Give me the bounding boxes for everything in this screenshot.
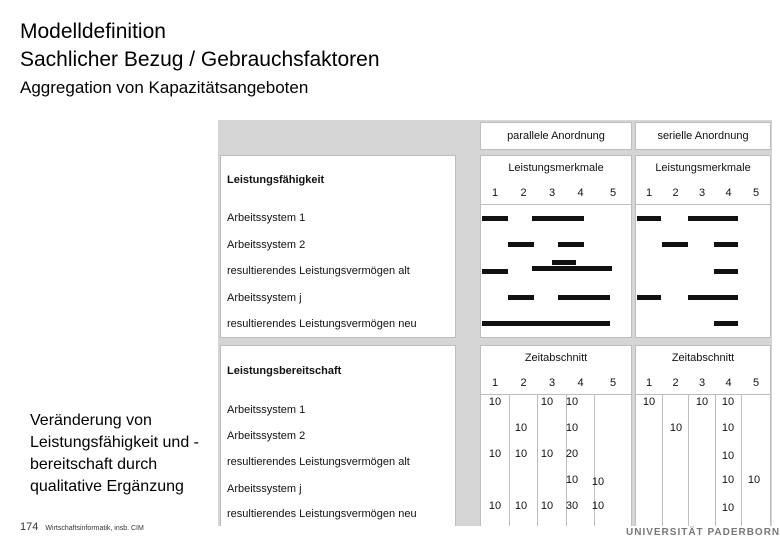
capacity-bar <box>714 269 738 274</box>
slide-subtitle: Aggregation von Kapazitätsangeboten <box>20 78 309 97</box>
row-label: Arbeitssystem 1 <box>222 398 454 421</box>
row-label: resultierendes Leistungsvermögen neu <box>222 312 454 336</box>
value-cell: 10 <box>747 474 761 486</box>
value-cell: 10 <box>642 396 656 408</box>
column-number: 2 <box>510 372 537 393</box>
value-cell: 10 <box>540 448 554 460</box>
slide-title: Modelldefinition <box>20 20 166 43</box>
value-cell: 30 <box>565 500 579 512</box>
header-parallel: parallele Anordnung <box>481 123 631 149</box>
value-cell: 10 <box>488 500 502 512</box>
value-cell: 10 <box>591 500 605 512</box>
column-number: 5 <box>595 182 631 203</box>
value-cell: 10 <box>721 474 735 486</box>
value-cell: 10 <box>565 474 579 486</box>
column-number: 2 <box>663 372 688 393</box>
capacity-bar <box>688 295 738 300</box>
capacity-bar <box>482 269 508 274</box>
capacity-bar <box>482 321 610 326</box>
capacity-bar <box>637 216 661 221</box>
column-number: 1 <box>481 372 509 393</box>
value-cell: 10 <box>514 500 528 512</box>
column-number: 5 <box>595 372 631 393</box>
capacity-bar <box>637 295 661 300</box>
column-number: 5 <box>742 182 770 203</box>
row-label: Arbeitssystem j <box>222 477 454 500</box>
heading-leistungsfaehigkeit: Leistungsfähigkeit <box>222 157 454 203</box>
row-label: Arbeitssystem 2 <box>222 424 454 447</box>
capacity-bar <box>532 216 584 221</box>
footer-text: Wirtschaftsinformatik, insb. CIM <box>45 525 144 532</box>
column-number: 4 <box>567 372 594 393</box>
column-number: 5 <box>742 372 770 393</box>
heading-leistungsbereitschaft: Leistungsbereitschaft <box>222 347 454 395</box>
capacity-bar <box>508 295 534 300</box>
column-number: 4 <box>567 182 594 203</box>
value-cell: 10 <box>540 396 554 408</box>
capacity-bar <box>532 266 612 271</box>
university-logo-text: UNIVERSITÄT PADERBORN <box>626 527 780 538</box>
value-cell: 10 <box>721 396 735 408</box>
row-label: Arbeitssystem 2 <box>222 233 454 256</box>
capacity-bar <box>714 321 738 326</box>
capacity-bar <box>662 242 688 247</box>
row-label: resultierendes Leistungsvermögen neu <box>222 503 454 525</box>
capacity-bar <box>508 242 534 247</box>
capacity-bar <box>558 295 610 300</box>
value-cell: 10 <box>514 422 528 434</box>
value-cell: 10 <box>721 450 735 462</box>
capacity-aggregation-table <box>218 120 772 526</box>
zeit-label: Zeitabschnitt <box>636 346 770 370</box>
value-cell: 10 <box>514 448 528 460</box>
value-cell: 10 <box>488 396 502 408</box>
row-label: Arbeitssystem j <box>222 286 454 309</box>
slide-note: Veränderung von Leistungsfähigkeit und -bereitschaft durch qualitative Ergänzung <box>30 412 199 495</box>
capacity-bar <box>714 242 738 247</box>
column-number: 2 <box>510 182 537 203</box>
slide-title-line-2: Sachlicher Bezug / Gebrauchsfaktoren <box>20 48 380 71</box>
header-serial: serielle Anordnung <box>636 123 770 149</box>
row-label: Arbeitssystem 1 <box>222 206 454 230</box>
merkmale-label: Leistungsmerkmale <box>481 156 631 180</box>
column-number: 3 <box>538 372 566 393</box>
column-number: 1 <box>481 182 509 203</box>
column-number: 3 <box>689 372 715 393</box>
capacity-bar <box>688 216 738 221</box>
column-number: 4 <box>716 182 741 203</box>
value-cell: 10 <box>540 500 554 512</box>
column-number: 2 <box>663 182 688 203</box>
value-cell: 10 <box>721 502 735 514</box>
value-cell: 10 <box>565 396 579 408</box>
capacity-bar <box>482 216 508 221</box>
column-number: 1 <box>636 372 662 393</box>
value-cell: 10 <box>565 422 579 434</box>
value-cell: 10 <box>721 422 735 434</box>
value-cell: 10 <box>488 448 502 460</box>
value-cell: 10 <box>669 422 683 434</box>
value-cell: 10 <box>695 396 709 408</box>
page-number: 174 <box>20 521 39 533</box>
capacity-bar <box>558 242 584 247</box>
column-number: 4 <box>716 372 741 393</box>
merkmale-label: Leistungsmerkmale <box>636 156 770 180</box>
column-number: 3 <box>538 182 566 203</box>
value-cell: 10 <box>591 476 605 488</box>
slide-footer <box>20 521 144 533</box>
zeit-label: Zeitabschnitt <box>481 346 631 370</box>
capacity-bar <box>552 260 576 265</box>
row-label: resultierendes Leistungsvermögen alt <box>222 259 454 283</box>
row-label: resultierendes Leistungsvermögen alt <box>222 450 454 474</box>
column-number: 1 <box>636 182 662 203</box>
column-number: 3 <box>689 182 715 203</box>
value-cell: 20 <box>565 448 579 460</box>
